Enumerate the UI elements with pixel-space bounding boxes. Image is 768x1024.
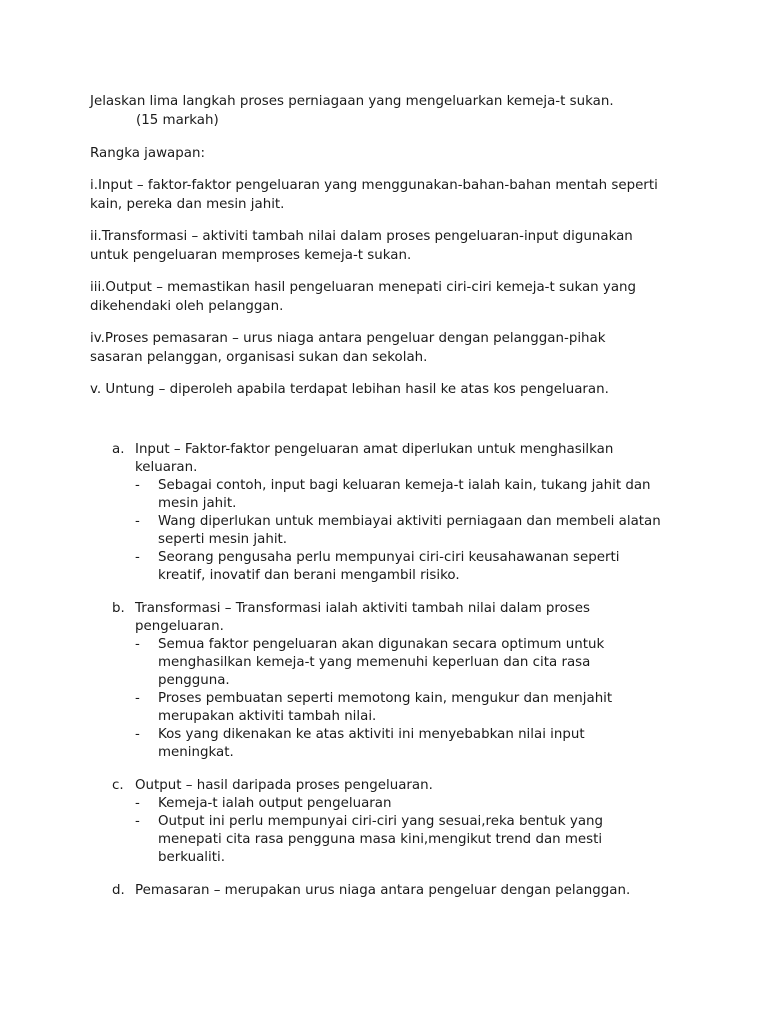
outline-item xyxy=(90,329,690,367)
detail-section xyxy=(90,600,690,762)
bullet-item xyxy=(135,795,690,813)
section-letter: a. xyxy=(112,442,125,457)
bullet-dash: - xyxy=(135,514,140,529)
outline-item-line: sasaran pelanggan, organisasi sukan dan sekolah. xyxy=(90,350,428,365)
section-heading xyxy=(135,882,690,900)
answer-detail-list xyxy=(90,441,690,900)
section-heading-line: Pemasaran – merupakan urus niaga antara pengeluar dengan pelanggan. xyxy=(135,883,631,898)
question xyxy=(90,92,690,130)
outline-item xyxy=(90,176,690,214)
detail-section xyxy=(90,777,690,867)
bullet-dash: - xyxy=(135,814,140,829)
bullet-line: berkualiti. xyxy=(158,850,225,865)
outline-item-line: dikehendaki oleh pelanggan. xyxy=(90,299,284,314)
section-heading xyxy=(135,600,690,636)
section-heading-line: keluaran. xyxy=(135,460,198,475)
section-letter: b. xyxy=(112,601,125,616)
section-heading-line: Input – Faktor-faktor pengeluaran amat diperlukan untuk menghasilkan xyxy=(135,442,614,457)
section-heading-line: Transformasi – Transformasi ialah aktiviti tambah nilai dalam proses xyxy=(135,601,590,616)
outline-item xyxy=(90,227,690,265)
bullet-line: pengguna. xyxy=(158,673,230,688)
bullet-line: Sebagai contoh, input bagi keluaran kemeja-t ialah kain, tukang jahit dan xyxy=(158,478,651,493)
bullet-line: Kos yang dikenakan ke atas aktiviti ini menyebabkan nilai input xyxy=(158,727,585,742)
bullet-item xyxy=(135,690,690,726)
bullet-line: seperti mesin jahit. xyxy=(158,532,288,547)
outline-item-line: untuk pengeluaran memproses kemeja-t sukan. xyxy=(90,248,412,263)
bullet-line: meningkat. xyxy=(158,745,234,760)
answer-outline xyxy=(90,176,690,399)
detail-section xyxy=(90,882,690,900)
bullet-line: menepati cita rasa pengguna masa kini,mengikut trend dan mesti xyxy=(158,832,603,847)
bullet-dash: - xyxy=(135,796,140,811)
outline-item-line: iv.Proses pemasaran – urus niaga antara pengeluar dengan pelanggan-pihak xyxy=(90,331,606,346)
outline-item-line: i.Input – faktor-faktor pengeluaran yang menggunakan-bahan-bahan mentah seperti xyxy=(90,178,658,193)
bullet-line: Kemeja-t ialah output pengeluaran xyxy=(158,796,392,811)
outline-item-line: v. Untung – diperoleh apabila terdapat lebihan hasil ke atas kos pengeluaran. xyxy=(90,382,609,397)
outline-item-line: ii.Transformasi – aktiviti tambah nilai dalam proses pengeluaran-input digunakan xyxy=(90,229,633,244)
section-letter: d. xyxy=(112,883,125,898)
bullet-dash: - xyxy=(135,550,140,565)
bullet-line: Semua faktor pengeluaran akan digunakan secara optimum untuk xyxy=(158,637,605,652)
outline-item xyxy=(90,380,690,399)
detail-section xyxy=(90,441,690,585)
bullet-dash: - xyxy=(135,727,140,742)
section-heading-line: pengeluaran. xyxy=(135,619,224,634)
bullet-item xyxy=(135,726,690,762)
section-heading xyxy=(135,441,690,477)
bullet-item xyxy=(135,477,690,513)
bullet-line: Proses pembuatan seperti memotong kain, mengukur dan menjahit xyxy=(158,691,613,706)
bullet-dash: - xyxy=(135,478,140,493)
bullet-line: Output ini perlu mempunyai ciri-ciri yang sesuai,reka bentuk yang xyxy=(158,814,604,829)
bullet-line: Seorang pengusaha perlu mempunyai ciri-ciri keusahawanan seperti xyxy=(158,550,620,565)
section-heading xyxy=(135,777,690,795)
bullet-item xyxy=(135,636,690,690)
answer-outline-heading: Rangka jawapan: xyxy=(90,146,205,161)
bullet-line: menghasilkan kemeja-t yang memenuhi keperluan dan cita rasa xyxy=(158,655,591,670)
bullet-item xyxy=(135,513,690,549)
bullet-item xyxy=(135,549,690,585)
section-heading-line: Output – hasil daripada proses pengeluaran. xyxy=(135,778,433,793)
bullet-dash: - xyxy=(135,691,140,706)
outline-item xyxy=(90,278,690,316)
bullet-line: kreatif, inovatif dan berani mengambil risiko. xyxy=(158,568,460,583)
section-letter: c. xyxy=(112,778,124,793)
question-text: Jelaskan lima langkah proses perniagaan yang mengeluarkan kemeja-t sukan. xyxy=(90,94,614,109)
outline-item-line: kain, pereka dan mesin jahit. xyxy=(90,197,285,212)
question-marks: (15 markah) xyxy=(136,113,219,128)
bullet-line: mesin jahit. xyxy=(158,496,237,511)
bullet-item xyxy=(135,813,690,867)
document-page xyxy=(90,92,690,915)
bullet-line: Wang diperlukan untuk membiayai aktiviti perniagaan dan membeli alatan xyxy=(158,514,661,529)
bullet-dash: - xyxy=(135,637,140,652)
bullet-line: merupakan aktiviti tambah nilai. xyxy=(158,709,377,724)
outline-item-line: iii.Output – memastikan hasil pengeluaran menepati ciri-ciri kemeja-t sukan yang xyxy=(90,280,637,295)
